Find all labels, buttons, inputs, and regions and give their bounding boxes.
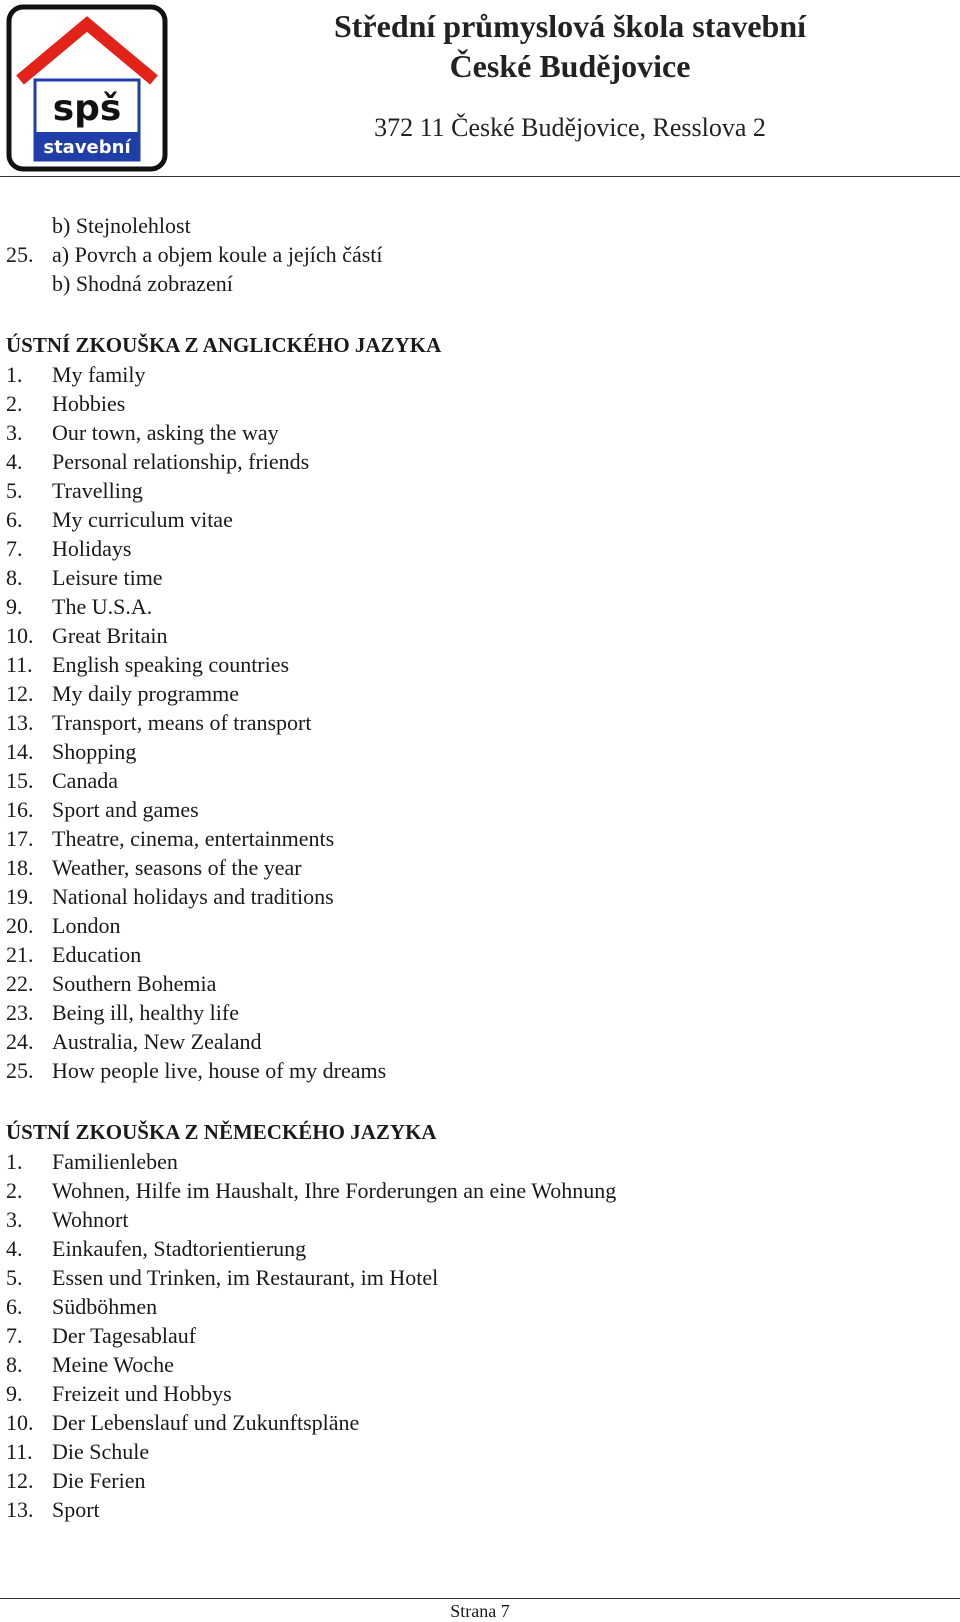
list-item	[0, 563, 940, 592]
list-item	[0, 1350, 940, 1379]
list-item	[0, 882, 940, 911]
item-number: 5.	[6, 1265, 23, 1290]
item-text: My family	[52, 362, 146, 387]
logo-text-main: spš	[52, 88, 122, 129]
item-text: Freizeit und Hobbys	[52, 1381, 232, 1406]
list-item	[0, 360, 940, 389]
list-item	[0, 389, 940, 418]
item-text: Leisure time	[52, 565, 163, 590]
english-topic-list	[0, 360, 940, 1085]
school-logo	[6, 4, 168, 172]
item-text: Hobbies	[52, 391, 126, 416]
school-name	[300, 6, 840, 86]
list-item	[0, 911, 940, 940]
item-number: 11.	[6, 1439, 33, 1464]
item-text: Sport	[52, 1497, 100, 1522]
item-number: 7.	[6, 536, 23, 561]
item-text: Australia, New Zealand	[52, 1029, 262, 1054]
list-item	[0, 1495, 940, 1524]
item-number: 22.	[6, 971, 34, 996]
list-item	[0, 998, 940, 1027]
list-item	[0, 679, 940, 708]
school-address: 372 11 České Budějovice, Resslova 2	[374, 113, 766, 142]
item-number: 11.	[6, 652, 33, 677]
item-number: 24.	[6, 1029, 34, 1054]
list-item	[0, 1147, 940, 1176]
item-number: 25.	[6, 1058, 34, 1083]
item-number: 23.	[6, 1000, 34, 1025]
item-text: b) Stejnolehlost	[52, 213, 191, 238]
item-text: Our town, asking the way	[52, 420, 279, 445]
item-text: The U.S.A.	[52, 594, 153, 619]
list-item	[0, 708, 940, 737]
item-text: Die Schule	[52, 1439, 150, 1464]
item-text: Great Britain	[52, 623, 168, 648]
item-number: 21.	[6, 942, 34, 967]
list-item	[0, 1321, 940, 1350]
list-item	[0, 795, 940, 824]
item-number: 4.	[6, 449, 23, 474]
item-text: Der Tagesablauf	[52, 1323, 197, 1348]
item-text: London	[52, 913, 121, 938]
item-text: Wohnen, Hilfe im Haushalt, Ihre Forderungen an eine Wohnung	[52, 1178, 617, 1203]
list-item	[0, 211, 940, 240]
item-text: Wohnort	[52, 1207, 129, 1232]
item-number: 13.	[6, 1497, 34, 1522]
item-text: Weather, seasons of the year	[52, 855, 302, 880]
footer-divider	[0, 1598, 960, 1599]
item-number: 16.	[6, 797, 34, 822]
item-text: Travelling	[52, 478, 143, 503]
item-number: 20.	[6, 913, 34, 938]
item-text: b) Shodná zobrazení	[52, 271, 233, 296]
list-item	[0, 1408, 940, 1437]
list-item	[0, 1056, 940, 1085]
german-section-heading: ÚSTNÍ ZKOUŠKA Z NĚMECKÉHO JAZYKA	[6, 1120, 437, 1144]
item-number: 1.	[6, 362, 23, 387]
list-item	[0, 766, 940, 795]
list-item	[0, 1205, 940, 1234]
item-number: 9.	[6, 594, 23, 619]
school-name-line1: Střední průmyslová škola stavební	[333, 8, 807, 44]
item-text: Sport and games	[52, 797, 199, 822]
item-number: 10.	[6, 1410, 34, 1435]
list-item	[0, 1466, 940, 1495]
item-text: Südböhmen	[52, 1294, 158, 1319]
item-text: My curriculum vitae	[52, 507, 233, 532]
item-text: Personal relationship, friends	[52, 449, 310, 474]
item-text: Being ill, healthy life	[52, 1000, 239, 1025]
item-text: Einkaufen, Stadtorientierung	[52, 1236, 307, 1261]
item-text: Education	[52, 942, 142, 967]
item-number: 2.	[6, 1178, 23, 1203]
item-number: 3.	[6, 1207, 23, 1232]
list-item	[0, 505, 940, 534]
item-number: 14.	[6, 739, 34, 764]
item-text: Holidays	[52, 536, 132, 561]
list-item	[0, 621, 940, 650]
list-item	[0, 240, 940, 269]
item-number: 25.	[6, 242, 34, 267]
list-item	[0, 269, 940, 298]
item-number: 9.	[6, 1381, 23, 1406]
list-item	[0, 418, 940, 447]
item-text: English speaking countries	[52, 652, 290, 677]
list-item	[0, 1437, 940, 1466]
list-item	[0, 1234, 940, 1263]
list-item	[0, 1027, 940, 1056]
item-number: 7.	[6, 1323, 23, 1348]
item-text: National holidays and traditions	[52, 884, 334, 909]
item-text: Theatre, cinema, entertainments	[52, 826, 335, 851]
item-text: Shopping	[52, 739, 137, 764]
list-item	[0, 650, 940, 679]
list-item	[0, 737, 940, 766]
item-text: a) Povrch a objem koule a jejích částí	[52, 242, 383, 267]
item-text: My daily programme	[52, 681, 239, 706]
item-number: 17.	[6, 826, 34, 851]
item-number: 4.	[6, 1236, 23, 1261]
item-number: 5.	[6, 478, 23, 503]
list-item	[0, 940, 940, 969]
item-number: 12.	[6, 681, 34, 706]
logo-text-sub: stavební	[43, 137, 131, 158]
list-item	[0, 1263, 940, 1292]
list-item	[0, 447, 940, 476]
item-number: 10.	[6, 623, 34, 648]
item-number: 13.	[6, 710, 34, 735]
item-text: Familienleben	[52, 1149, 178, 1174]
item-text: Die Ferien	[52, 1468, 146, 1493]
item-number: 12.	[6, 1468, 34, 1493]
item-number: 1.	[6, 1149, 23, 1174]
item-text: Southern Bohemia	[52, 971, 217, 996]
item-number: 8.	[6, 1352, 23, 1377]
list-item	[0, 592, 940, 621]
list-item	[0, 1292, 940, 1321]
list-item	[0, 853, 940, 882]
list-item	[0, 824, 940, 853]
header-divider	[0, 176, 960, 177]
list-item	[0, 534, 940, 563]
document-body	[0, 211, 940, 1524]
item-text: Meine Woche	[52, 1352, 174, 1377]
item-number: 3.	[6, 420, 23, 445]
item-number: 6.	[6, 1294, 23, 1319]
school-name-line2: České Budějovice	[449, 48, 691, 84]
item-text: Essen und Trinken, im Restaurant, im Hotel	[52, 1265, 439, 1290]
english-section-heading: ÚSTNÍ ZKOUŠKA Z ANGLICKÉHO JAZYKA	[6, 333, 442, 357]
item-text: Der Lebenslauf und Zukunftspläne	[52, 1410, 360, 1435]
item-number: 6.	[6, 507, 23, 532]
list-item	[0, 1379, 940, 1408]
item-text: How people live, house of my dreams	[52, 1058, 387, 1083]
item-number: 19.	[6, 884, 34, 909]
item-number: 15.	[6, 768, 34, 793]
list-item	[0, 1176, 940, 1205]
page-number: Strana 7	[450, 1601, 510, 1621]
list-item	[0, 476, 940, 505]
list-item	[0, 969, 940, 998]
german-topic-list	[0, 1147, 940, 1524]
item-number: 8.	[6, 565, 23, 590]
item-text: Canada	[52, 768, 118, 793]
item-text: Transport, means of transport	[52, 710, 312, 735]
item-number: 18.	[6, 855, 34, 880]
item-number: 2.	[6, 391, 23, 416]
